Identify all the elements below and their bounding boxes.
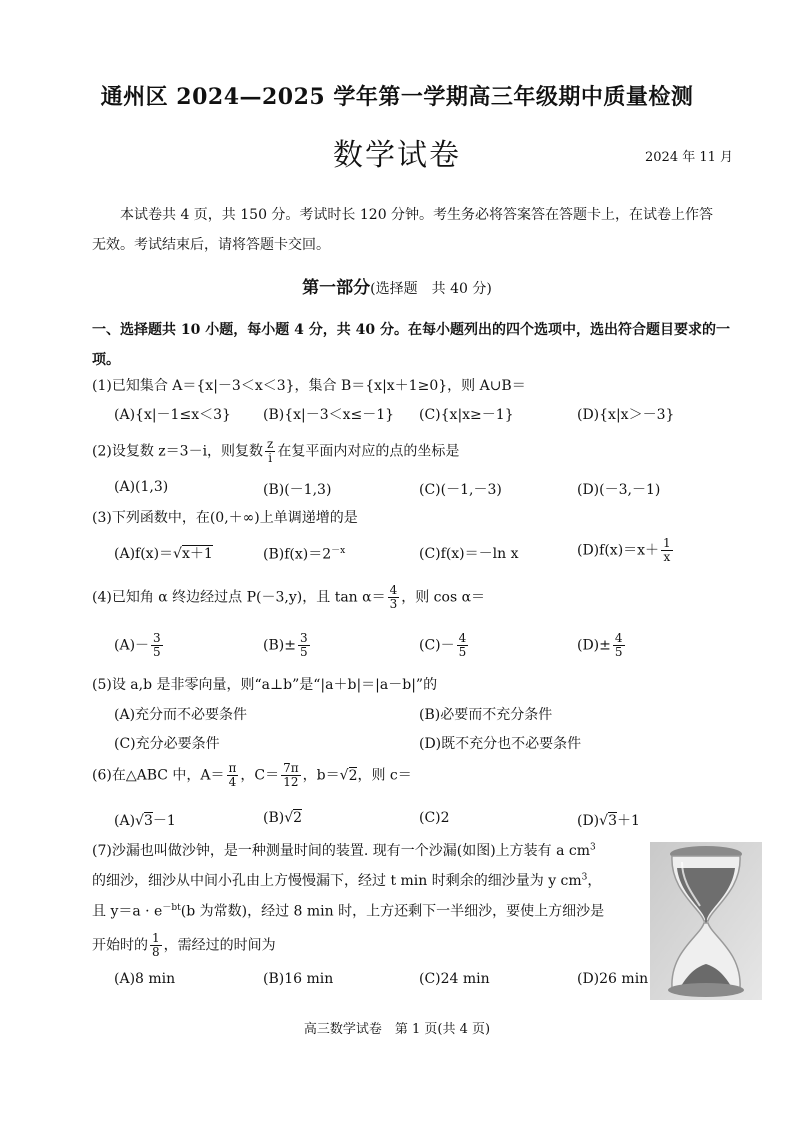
option-d-prefix: (D)√ [577,813,609,829]
option-b-exponent: －x [331,546,346,556]
option-c-fraction [457,632,469,659]
option-c-prefix: (C)－ [419,637,455,654]
hourglass-illustration [650,842,762,1000]
question-3-option-c: (C)f(x)＝－ln x [419,546,519,562]
option-b-prefix: (B)± [263,637,296,654]
question-7-line-4 [92,932,276,959]
exponent: －bt [162,903,181,913]
option-a-prefix: (A)f(x)＝√ [114,546,182,562]
question-3-stem: (3)下列函数中，在(0,＋∞)上单调递增的是 [92,510,358,526]
option-d-fraction [661,537,673,564]
option-b-prefix: (B)f(x)＝2 [263,546,332,563]
question-4-stem-post: ，则 cos α＝ [401,589,486,606]
angle-a-fraction [227,762,239,789]
option-a-prefix: (A)√ [114,813,144,829]
question-2-option-a: (A)(1,3) [114,479,169,495]
question-4-option-b [263,632,312,659]
question-7-line-2 [92,870,601,890]
fraction-numerator: 4 [389,583,398,597]
question-6-stem-post: ，则 c＝ [357,767,412,784]
option-a-prefix: (A)－ [114,637,150,654]
question-7-option-a: (A)8 min [114,971,176,987]
option-d-fraction [613,632,625,659]
unit-exponent: 3 [581,872,588,883]
question-4-fraction [388,584,400,611]
question-2-option-c: (C)(－1,－3) [419,482,502,498]
option-a-radicand: 3 [143,813,153,829]
question-7-line-1-text: (7)沙漏也叫做沙钟，是一种测量时间的装置. 现有一个沙漏(如图)上方装有 a cm [92,843,591,859]
question-7-line-4-text: 开始时的 [92,937,148,954]
exam-instructions: 本试卷共 4 页，共 150 分。考试时长 120 分钟。考生务必将答案答在答题卡上，在试卷上作答无效。考试结束后，请将答题卡交回。 [92,207,714,253]
question-6-stem [92,762,412,789]
question-1-option-c: (C){x|x≥－1} [419,407,514,423]
question-1-option-b: (B){x|－3＜x≤－1} [263,407,395,423]
fraction-denominator: 12 [283,775,299,789]
question-2-stem-post: 在复平面内对应的点的坐标是 [277,443,460,460]
question-6-option-b [263,810,302,826]
fraction-denominator: 3 [389,597,398,611]
fraction-numerator: 3 [153,631,161,645]
option-b-prefix: (B)√ [263,810,294,826]
question-5-stem: (5)设 a,b 是非零向量，则“a⊥b”是“|a＋b|＝|a－b|”的 [92,677,438,693]
question-6-option-d [577,810,640,830]
fraction-numerator: z [267,437,274,451]
fraction-numerator: π [228,761,237,775]
fraction-numerator: 1 [663,536,671,550]
hourglass-photo [650,842,762,1000]
angle-c-fraction [281,762,301,789]
option-d-radicand: 3 [608,813,617,829]
exam-title: 通州区 2024—2025 学年第一学期高三年级期中质量检测 [100,84,694,110]
question-7-line-2-text: 的细沙，细沙从中间小孔由上方慢慢漏下，经过 t min 时剩余的细沙量为 y cm [92,873,582,889]
question-7-line-2-post: ， [587,873,602,889]
question-1-option-d: (D){x|x＞－3} [577,407,675,423]
question-1-option-a: (A){x|－1≤x＜3} [114,407,231,423]
fraction-numerator: 4 [458,631,467,645]
question-7-option-b: (B)16 min [263,971,334,987]
question-4-option-a [114,632,165,659]
question-7-line-1 [92,840,596,860]
fraction-denominator: x [663,550,671,564]
question-2-option-b: (B)(－1,3) [263,482,332,498]
option-d-prefix: (D)f(x)＝x＋ [577,542,660,559]
fraction-denominator: 8 [152,945,160,959]
question-6-stem-mid: ，C＝ [240,767,280,784]
fraction-denominator: 5 [458,645,467,659]
option-b-radicand: 2 [293,810,303,826]
fraction-numerator: 4 [614,631,623,645]
fraction-numerator: 3 [299,631,308,645]
fraction-denominator: 5 [299,645,308,659]
question-5-option-c: (C)充分必要条件 [114,736,220,752]
question-4-option-d [577,632,627,659]
section-instructions: 一、选择题共 10 小题，每小题 4 分，共 40 分。在每小题列出的四个选项中，选出符合题目要求的一项。 [92,322,730,368]
question-2-fraction [265,438,275,465]
question-6-stem-pre: (6)在△ABC 中，A＝ [92,767,225,784]
option-a-fraction [151,632,163,659]
fraction-denominator: i [268,451,273,465]
question-2-stem [92,438,459,465]
question-6-option-a [114,810,176,830]
question-1-stem: (1)已知集合 A＝{x|－3＜x＜3}，集合 B＝{x|x＋1≥0}，则 A∪B＝ [92,378,526,394]
fraction-numerator: 1 [152,931,160,945]
page-footer: 高三数学试卷 第 1 页(共 4 页) [303,1022,491,1037]
question-2-option-d: (D)(－3,－1) [577,482,661,498]
question-3-option-a [114,543,213,563]
question-3-option-b [263,543,345,564]
question-7-option-c: (C)24 min [419,971,490,987]
option-a-suffix: －1 [152,813,176,829]
unit-exponent: 3 [590,842,596,853]
exam-date: 2024 年 11 月 [645,150,734,165]
question-7-fraction [150,932,162,959]
exam-subtitle: 数学试卷 [333,138,461,173]
option-a-radicand: x＋1 [181,546,213,562]
question-5-option-b: (B)必要而不充分条件 [419,707,553,723]
fraction-denominator: 5 [153,645,161,659]
question-4-stem [92,584,485,611]
fraction-numerator: 7π [283,761,299,775]
question-4-stem-pre: (4)已知角 α 终边经过点 P(－3,y)，且 tan α＝ [92,589,386,606]
question-7-option-d: (D)26 min [577,971,649,987]
part-note: (选择题 共 40 分) [370,281,492,297]
question-3-option-d [577,537,675,564]
question-6-radicand: 2 [348,767,358,784]
question-5-option-a: (A)充分而不必要条件 [114,707,248,723]
question-7-line-3 [92,900,604,921]
question-6-option-c: (C)2 [419,810,450,826]
question-2-stem-pre: (2)设复数 z＝3－i，则复数 [92,443,264,460]
question-7-line-3-post: (b 为常数)，经过 8 min 时，上方还剩下一半细沙，要使上方细沙是 [180,903,605,920]
option-d-prefix: (D)± [577,637,611,654]
question-7-line-4-post: ，需经过的时间为 [163,937,276,954]
part-title: 第一部分 [302,278,371,298]
question-7-line-3-text: 且 y＝a · e [92,903,163,920]
option-d-suffix: ＋1 [617,813,640,829]
fraction-denominator: 4 [228,775,237,789]
fraction-denominator: 5 [614,645,623,659]
question-6-stem-b: ，b＝√ [302,767,349,784]
option-b-fraction [298,632,310,659]
question-5-option-d: (D)既不充分也不必要条件 [419,736,582,752]
part-heading [0,273,794,298]
question-4-option-c [419,632,470,659]
